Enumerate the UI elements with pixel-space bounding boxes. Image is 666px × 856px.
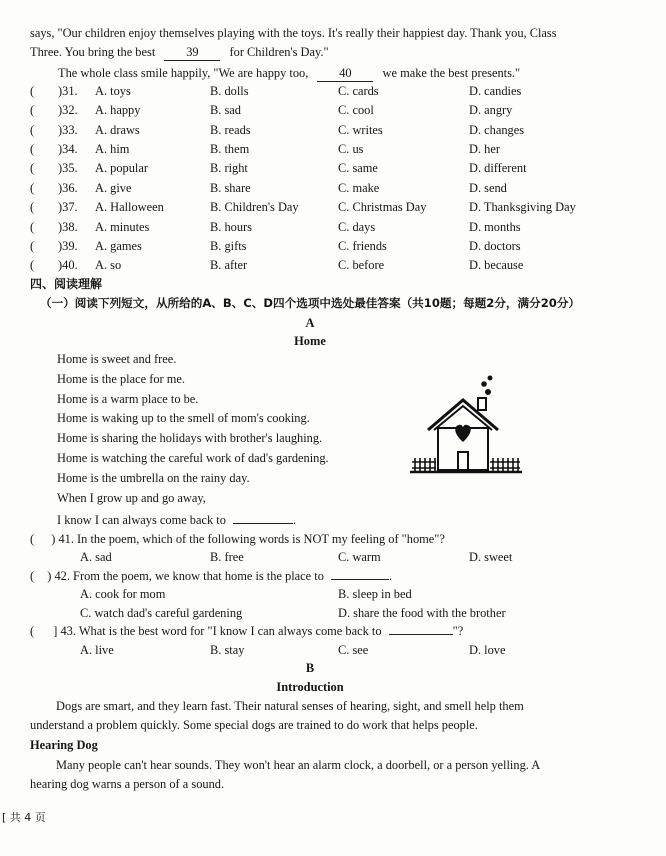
option-a[interactable]: A. sad [80, 550, 112, 564]
option-d[interactable]: D. angry [469, 103, 513, 117]
choice-number: )38. [58, 220, 78, 234]
option-c[interactable]: C. cool [338, 103, 374, 117]
answer-paren[interactable]: ( [30, 142, 35, 156]
question-41-options [30, 550, 610, 568]
answer-paren[interactable]: ( [30, 161, 35, 175]
option-c[interactable]: C. us [338, 142, 364, 156]
choice-row [30, 239, 610, 257]
answer-paren[interactable]: ( [30, 220, 35, 234]
question-41-text: ) 41. In the poem, which of the following words is NOT my feeling of "home"? [51, 532, 445, 546]
cloze-line-3-end: we make the best presents." [382, 66, 521, 80]
option-c[interactable]: C. Christmas Day [338, 200, 427, 214]
option-c[interactable]: C. warm [338, 550, 381, 564]
question-42-options-row2 [30, 606, 610, 624]
option-d[interactable]: D. share the food with the brother [338, 606, 506, 620]
option-b[interactable]: B. sleep in bed [338, 587, 412, 601]
option-d[interactable]: D. months [469, 220, 521, 234]
answer-paren[interactable]: ( [30, 569, 35, 583]
option-d[interactable]: D. candies [469, 84, 522, 98]
answer-paren[interactable]: ( [30, 123, 35, 137]
passage-b-title: Introduction [276, 680, 344, 694]
option-b[interactable]: B. after [210, 258, 248, 272]
option-a[interactable]: A. draws [95, 123, 140, 137]
choice-number: )37. [58, 200, 78, 214]
choice-number: )32. [58, 103, 78, 117]
poem-last-line-text: I know I can always come back to [57, 513, 226, 527]
option-b[interactable]: B. Children's Day [210, 200, 299, 214]
choice-row [30, 200, 610, 218]
choice-number: )31. [58, 84, 78, 98]
option-a[interactable]: A. minutes [95, 220, 150, 234]
option-a[interactable]: A. give [95, 181, 132, 195]
question-42-blank[interactable] [331, 579, 389, 580]
option-a[interactable]: A. toys [95, 84, 131, 98]
choice-number: )33. [58, 123, 78, 137]
question-43-blank[interactable] [389, 634, 453, 635]
cloze-line-3-start: The whole class smile happily, "We are happy too, [58, 66, 309, 80]
question-42-options-row1 [30, 587, 610, 605]
option-d[interactable]: D. different [469, 161, 527, 175]
option-d[interactable]: D. love [469, 643, 506, 657]
page-footer: [ 共 4 页 [2, 811, 46, 824]
question-43-options [30, 643, 610, 661]
option-c[interactable]: C. make [338, 181, 380, 195]
option-b[interactable]: B. sad [210, 103, 241, 117]
answer-paren[interactable]: ( [30, 624, 35, 638]
choice-row [30, 220, 610, 238]
passage-b-letter: B [305, 661, 315, 675]
poem-line: Home is sweet and free. [57, 352, 177, 366]
question-43-end: "? [452, 624, 464, 638]
choice-row [30, 123, 610, 141]
option-a[interactable]: A. cook for mom [80, 587, 166, 601]
option-c[interactable]: C. friends [338, 239, 387, 253]
choice-row [30, 161, 610, 179]
answer-paren[interactable]: ( [30, 200, 35, 214]
question-43 [30, 624, 463, 639]
option-b[interactable]: B. hours [210, 220, 252, 234]
option-a[interactable]: A. Halloween [95, 200, 164, 214]
choice-row [30, 103, 610, 121]
cloze-line-2 [30, 45, 329, 61]
option-d[interactable]: D. Thanksgiving Day [469, 200, 576, 214]
cloze-line-2-start: Three. You bring the best [30, 45, 156, 59]
poem-line: When I grow up and go away, [57, 491, 206, 505]
answer-paren[interactable]: ( [30, 84, 35, 98]
choice-row [30, 142, 610, 160]
option-c[interactable]: C. days [338, 220, 376, 234]
option-b[interactable]: B. dolls [210, 84, 249, 98]
passage-b-p2-line2: hearing dog warns a person of a sound. [30, 777, 225, 791]
poem-blank[interactable] [233, 523, 293, 524]
choice-row [30, 258, 610, 276]
option-a[interactable]: A. games [95, 239, 142, 253]
choice-row [30, 181, 610, 199]
option-b[interactable]: B. right [210, 161, 248, 175]
option-c[interactable]: C. before [338, 258, 385, 272]
option-b[interactable]: B. them [210, 142, 250, 156]
poem-last-punct: . [293, 513, 297, 527]
option-d[interactable]: D. changes [469, 123, 525, 137]
section-instruction: （一）阅读下列短文，从所给的A、B、C、D四个选项中选处最佳答案（共10题；每题2分，满分20分） [40, 296, 581, 310]
option-a[interactable]: A. live [80, 643, 114, 657]
passage-b-subheading: Hearing Dog [30, 738, 98, 752]
choice-number: )36. [58, 181, 78, 195]
section-heading: 四、阅读理解 [30, 277, 103, 291]
choice-number: )35. [58, 161, 78, 175]
option-d[interactable]: D. sweet [469, 550, 513, 564]
house-icon [410, 372, 530, 482]
question-42-end: . [389, 569, 393, 583]
blank-40[interactable]: 40 [317, 66, 373, 82]
option-d[interactable]: D. doctors [469, 239, 521, 253]
option-d[interactable]: D. because [469, 258, 524, 272]
option-a[interactable]: A. so [95, 258, 122, 272]
option-b[interactable]: B. gifts [210, 239, 247, 253]
choice-number: )40. [58, 258, 78, 272]
answer-paren[interactable]: ( [30, 532, 35, 546]
option-c[interactable]: C. see [338, 643, 369, 657]
option-a[interactable]: A. happy [95, 103, 141, 117]
option-b[interactable]: B. stay [210, 643, 245, 657]
cloze-line-3 [58, 66, 520, 82]
option-b[interactable]: B. share [210, 181, 251, 195]
poem-line: Home is sharing the holidays with brother's laughing. [57, 431, 323, 445]
choice-number: )34. [58, 142, 78, 156]
option-a[interactable]: A. popular [95, 161, 148, 175]
answer-paren[interactable]: ( [30, 258, 35, 272]
poem-line: Home is waking up to the smell of mom's cooking. [57, 411, 310, 425]
passage-b-p2-line1: Many people can't hear sounds. They won't hear an alarm clock, a doorbell, or a person yelling. A [56, 758, 541, 772]
choice-number: )39. [58, 239, 78, 253]
cloze-line-1: says, "Our children enjoy themselves playing with the toys. It's really their happiest day. Thank you, Class [30, 26, 557, 40]
question-42 [30, 569, 392, 584]
poem-line: Home is the umbrella on the rainy day. [57, 471, 250, 485]
passage-a-letter: A [305, 316, 315, 330]
option-a[interactable]: A. him [95, 142, 130, 156]
option-b[interactable]: B. reads [210, 123, 251, 137]
passage-b-p1-line2: understand a problem quickly. Some special dogs are trained to do work that helps people. [30, 718, 478, 732]
poem-line: Home is watching the careful work of dad's gardening. [57, 451, 329, 465]
answer-paren[interactable]: ( [30, 181, 35, 195]
answer-paren[interactable]: ( [30, 239, 35, 253]
option-c[interactable]: C. cards [338, 84, 379, 98]
poem-last-line [57, 513, 296, 528]
option-b[interactable]: B. free [210, 550, 244, 564]
blank-39[interactable]: 39 [164, 45, 220, 61]
cloze-line-2-end: for Children's Day." [229, 45, 329, 59]
answer-paren[interactable]: ( [30, 103, 35, 117]
passage-b-p1-line1: Dogs are smart, and they learn fast. Their natural senses of hearing, sight, and smell help them [56, 699, 524, 713]
option-d[interactable]: D. send [469, 181, 507, 195]
choice-row [30, 84, 610, 102]
option-d[interactable]: D. her [469, 142, 500, 156]
question-41 [30, 532, 445, 547]
poem-line: Home is a warm place to be. [57, 392, 199, 406]
option-c[interactable]: C. same [338, 161, 378, 175]
question-43-text: ] 43. What is the best word for "I know I can always come back to [53, 624, 382, 638]
option-c[interactable]: C. writes [338, 123, 383, 137]
question-42-text: ) 42. From the poem, we know that home is the place to [47, 569, 324, 583]
passage-a-title: Home [294, 334, 326, 348]
option-c[interactable]: C. watch dad's careful gardening [80, 606, 243, 620]
poem-line: Home is the place for me. [57, 372, 185, 386]
